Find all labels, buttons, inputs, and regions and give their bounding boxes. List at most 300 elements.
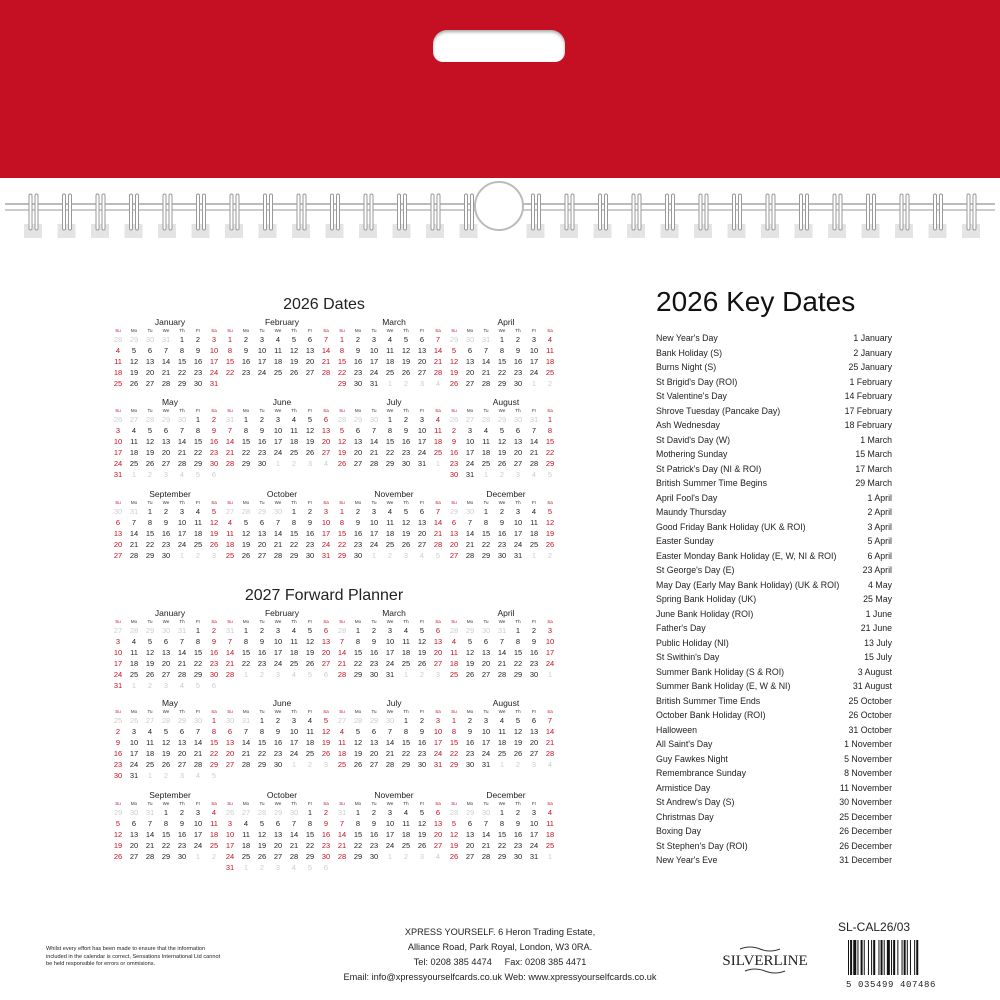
day-cell: 22 xyxy=(177,368,187,377)
weekday-header: Sa xyxy=(547,619,553,624)
day-cell: 15 xyxy=(161,830,171,839)
day-cell: 14 xyxy=(497,648,507,657)
weekday-header: Sa xyxy=(211,709,217,714)
key-date-row xyxy=(656,810,892,825)
day-cell: 22 xyxy=(497,841,507,850)
day-cell: 28 xyxy=(177,670,187,679)
key-date-event: Easter Monday Bank Holiday (E, W, NI & ROI) xyxy=(656,550,837,561)
key-date-event: Spring Bank Holiday (UK) xyxy=(656,594,757,604)
month-name: July xyxy=(386,397,402,407)
day-cell: 4 xyxy=(307,716,313,725)
day-cell: 7 xyxy=(179,637,185,646)
day-cell: 3 xyxy=(131,727,137,736)
day-cell: 11 xyxy=(530,518,538,527)
address-line: XPRESS YOURSELF. 6 Heron Trading Estate, xyxy=(404,927,596,937)
day-cell: 23 xyxy=(513,368,523,377)
day-cell: 1 xyxy=(275,459,281,468)
weekday-header: Th xyxy=(403,500,409,505)
weekday-header: Tu xyxy=(483,619,489,624)
month-name: May xyxy=(161,698,179,708)
day-cell: 16 xyxy=(321,830,331,839)
day-cell: 1 xyxy=(163,808,169,817)
month-name: November xyxy=(374,489,414,499)
day-cell: 20 xyxy=(369,749,379,758)
day-cell: 7 xyxy=(147,819,153,828)
day-cell: 29 xyxy=(145,626,155,635)
day-cell: 10 xyxy=(225,830,235,839)
day-cell: 17 xyxy=(129,749,139,758)
day-cell: 12 xyxy=(209,518,219,527)
day-cell: 13 xyxy=(433,819,443,828)
day-cell: 11 xyxy=(290,637,298,646)
day-cell: 16 xyxy=(161,529,171,538)
day-cell: 13 xyxy=(161,648,171,657)
day-cell: 28 xyxy=(449,808,459,817)
key-date-event: Ash Wednesday xyxy=(656,420,720,430)
day-cell: 19 xyxy=(513,738,523,747)
day-cell: 27 xyxy=(257,551,267,560)
day-cell: 13 xyxy=(481,648,491,657)
day-cell: 14 xyxy=(337,648,347,657)
day-cell: 7 xyxy=(275,518,281,527)
day-cell: 15 xyxy=(225,357,235,366)
weekday-header: Fr xyxy=(531,500,537,505)
key-date-row xyxy=(656,607,892,622)
day-cell: 25 xyxy=(113,379,123,388)
key-date-date: 26 October xyxy=(848,710,892,720)
day-cell: 21 xyxy=(481,368,491,377)
day-cell: 28 xyxy=(129,551,139,560)
day-cell: 7 xyxy=(339,819,345,828)
key-date-row xyxy=(656,636,892,651)
day-cell: 6 xyxy=(435,626,441,635)
day-cell: 25 xyxy=(401,841,411,850)
day-cell: 20 xyxy=(129,841,139,850)
weekday-header: Th xyxy=(403,328,409,333)
section-title-2027: 2027 Forward Planner xyxy=(244,587,404,604)
day-cell: 29 xyxy=(241,459,251,468)
day-cell: 13 xyxy=(417,346,427,355)
key-date-event: St Stephen's Day (ROI) xyxy=(656,840,748,851)
key-date-row xyxy=(656,839,892,854)
day-cell: 7 xyxy=(227,426,233,435)
key-date-date: 3 April xyxy=(867,521,892,532)
day-cell: 1 xyxy=(451,716,457,725)
day-cell: 27 xyxy=(305,368,315,377)
weekday-header: Fr xyxy=(307,500,313,505)
day-cell: 9 xyxy=(243,346,249,355)
day-cell: 3 xyxy=(547,626,553,635)
day-cell: 10 xyxy=(513,518,523,527)
day-cell: 13 xyxy=(113,529,123,538)
day-cell: 18 xyxy=(337,749,347,758)
day-cell: 22 xyxy=(513,659,523,668)
day-cell: 10 xyxy=(273,426,283,435)
day-cell: 18 xyxy=(545,830,555,839)
day-cell: 10 xyxy=(385,637,395,646)
day-cell: 4 xyxy=(339,727,345,736)
day-cell: 7 xyxy=(435,507,441,516)
weekday-header: Th xyxy=(515,709,521,714)
key-date-date: 1 November xyxy=(844,739,892,749)
day-cell: 29 xyxy=(337,379,347,388)
day-cell: 28 xyxy=(481,379,491,388)
day-cell: 29 xyxy=(161,852,171,861)
key-date-row xyxy=(656,752,892,767)
day-cell: 18 xyxy=(289,437,299,446)
day-cell: 26 xyxy=(513,749,523,758)
key-date-event: Burns Night (S) xyxy=(656,362,717,372)
weekday-header: Sa xyxy=(211,328,217,333)
key-date-row xyxy=(656,694,892,709)
day-cell: 30 xyxy=(353,379,363,388)
day-cell: 27 xyxy=(129,415,139,424)
day-cell: 8 xyxy=(547,426,553,435)
weekday-header: Su xyxy=(227,328,233,333)
day-cell: 18 xyxy=(449,659,459,668)
day-cell: 23 xyxy=(353,368,363,377)
day-cell: 2 xyxy=(163,507,169,516)
day-cell: 1 xyxy=(499,760,505,769)
day-cell: 6 xyxy=(419,507,425,516)
day-cell: 15 xyxy=(257,738,267,747)
day-cell: 1 xyxy=(387,379,393,388)
key-date-date: 4 May xyxy=(868,579,892,590)
day-cell: 13 xyxy=(177,738,187,747)
day-cell: 6 xyxy=(163,426,169,435)
day-cell: 19 xyxy=(401,529,411,538)
weekday-header: Su xyxy=(451,801,457,806)
day-cell: 1 xyxy=(147,771,153,780)
day-cell: 6 xyxy=(323,670,329,679)
day-cell: 18 xyxy=(145,749,155,758)
day-cell: 26 xyxy=(113,852,123,861)
day-cell: 31 xyxy=(161,335,171,344)
weekday-header: Su xyxy=(227,619,233,624)
day-cell: 29 xyxy=(465,626,475,635)
day-cell: 6 xyxy=(355,426,361,435)
day-cell: 4 xyxy=(435,379,441,388)
day-cell: 14 xyxy=(337,830,347,839)
day-cell: 24 xyxy=(545,659,555,668)
key-date-event: May Day (Early May Bank Holiday) (UK & ROI) xyxy=(656,579,840,590)
day-cell: 1 xyxy=(179,335,185,344)
day-cell: 30 xyxy=(113,507,123,516)
day-cell: 2 xyxy=(323,808,329,817)
day-cell: 24 xyxy=(193,841,203,850)
day-cell: 3 xyxy=(163,470,169,479)
day-cell: 13 xyxy=(321,637,331,646)
weekday-header: Fr xyxy=(419,408,425,413)
day-cell: 28 xyxy=(481,852,491,861)
day-cell: 29 xyxy=(145,551,155,560)
day-cell: 12 xyxy=(337,437,347,446)
day-cell: 17 xyxy=(369,357,379,366)
day-cell: 29 xyxy=(273,808,283,817)
day-cell: 1 xyxy=(355,626,361,635)
day-cell: 27 xyxy=(161,670,171,679)
key-date-row xyxy=(656,534,892,549)
day-cell: 18 xyxy=(193,529,203,538)
section-title-2026: 2026 Dates xyxy=(283,296,365,313)
day-cell: 29 xyxy=(481,551,491,560)
day-cell: 20 xyxy=(145,368,155,377)
weekday-header: Mo xyxy=(242,801,250,806)
weekday-header: Fr xyxy=(419,328,425,333)
month-name: September xyxy=(149,790,191,800)
day-cell: 19 xyxy=(321,738,331,747)
day-cell: 21 xyxy=(337,659,347,668)
day-cell: 6 xyxy=(307,335,313,344)
day-cell: 4 xyxy=(435,852,441,861)
day-cell: 25 xyxy=(433,448,443,457)
weekday-header: Su xyxy=(115,408,121,413)
day-cell: 6 xyxy=(515,426,521,435)
day-cell: 14 xyxy=(145,830,155,839)
day-cell: 8 xyxy=(307,819,313,828)
day-cell: 29 xyxy=(289,551,299,560)
weekday-header: Mo xyxy=(354,709,362,714)
day-cell: 22 xyxy=(209,749,219,758)
day-cell: 4 xyxy=(131,637,137,646)
day-cell: 3 xyxy=(275,415,281,424)
barcode xyxy=(846,940,952,990)
day-cell: 16 xyxy=(257,648,267,657)
day-cell: 7 xyxy=(483,819,489,828)
day-cell: 26 xyxy=(145,670,155,679)
day-cell: 19 xyxy=(241,540,251,549)
day-cell: 4 xyxy=(387,507,393,516)
day-cell: 6 xyxy=(115,518,121,527)
day-cell: 28 xyxy=(481,415,491,424)
day-cell: 31 xyxy=(225,626,235,635)
day-cell: 3 xyxy=(179,771,185,780)
day-cell: 22 xyxy=(481,540,491,549)
day-cell: 2 xyxy=(531,626,537,635)
day-cell: 5 xyxy=(147,426,153,435)
day-cell: 12 xyxy=(401,346,411,355)
day-cell: 25 xyxy=(529,540,539,549)
day-cell: 15 xyxy=(305,830,315,839)
weekday-header: We xyxy=(498,500,506,505)
day-cell: 3 xyxy=(275,670,281,679)
key-date-row xyxy=(656,447,892,462)
weekday-header: Th xyxy=(403,801,409,806)
day-cell: 11 xyxy=(210,819,218,828)
day-cell: 20 xyxy=(465,368,475,377)
day-cell: 1 xyxy=(547,670,553,679)
day-cell: 5 xyxy=(243,518,249,527)
day-cell: 30 xyxy=(209,670,219,679)
day-cell: 21 xyxy=(481,841,491,850)
day-cell: 3 xyxy=(291,716,297,725)
key-date-event: St Andrew's Day (S) xyxy=(656,797,735,807)
key-date-date: 17 February xyxy=(844,405,892,416)
day-cell: 2 xyxy=(547,551,553,560)
day-cell: 18 xyxy=(497,738,507,747)
weekday-header: Th xyxy=(515,500,521,505)
day-cell: 28 xyxy=(433,540,443,549)
weekday-header: Mo xyxy=(242,408,250,413)
day-cell: 29 xyxy=(193,670,203,679)
day-cell: 17 xyxy=(513,529,523,538)
day-cell: 25 xyxy=(129,670,139,679)
day-cell: 7 xyxy=(227,637,233,646)
day-cell: 1 xyxy=(499,335,505,344)
day-cell: 24 xyxy=(273,448,283,457)
day-cell: 15 xyxy=(449,738,459,747)
weekday-header: Tu xyxy=(259,500,265,505)
day-cell: 28 xyxy=(225,459,235,468)
day-cell: 16 xyxy=(497,529,507,538)
day-cell: 16 xyxy=(193,357,203,366)
day-cell: 12 xyxy=(465,648,475,657)
day-cell: 1 xyxy=(179,551,185,560)
day-cell: 29 xyxy=(161,415,171,424)
day-cell: 30 xyxy=(161,626,171,635)
weekday-header: Th xyxy=(403,619,409,624)
day-cell: 1 xyxy=(483,507,489,516)
day-cell: 3 xyxy=(307,459,313,468)
day-cell: 3 xyxy=(387,626,393,635)
day-cell: 25 xyxy=(497,749,507,758)
day-cell: 12 xyxy=(129,357,139,366)
key-date-date: 6 April xyxy=(867,550,892,561)
weekday-header: Th xyxy=(179,408,185,413)
day-cell: 26 xyxy=(289,368,299,377)
weekday-header: We xyxy=(274,500,282,505)
weekday-header: Sa xyxy=(435,408,441,413)
weekday-header: We xyxy=(386,500,394,505)
day-cell: 12 xyxy=(145,437,155,446)
day-cell: 24 xyxy=(209,368,219,377)
day-cell: 2 xyxy=(211,852,217,861)
day-cell: 24 xyxy=(529,841,539,850)
day-cell: 11 xyxy=(194,518,202,527)
key-date-date: 11 November xyxy=(839,782,892,793)
day-cell: 20 xyxy=(417,529,427,538)
day-cell: 30 xyxy=(305,551,315,560)
weekday-header: Tu xyxy=(483,408,489,413)
day-cell: 31 xyxy=(321,551,331,560)
month-name: April xyxy=(497,608,515,618)
day-cell: 1 xyxy=(131,470,137,479)
day-cell: 21 xyxy=(177,659,187,668)
day-cell: 25 xyxy=(305,749,315,758)
day-cell: 25 xyxy=(241,852,251,861)
day-cell: 15 xyxy=(401,738,411,747)
day-cell: 13 xyxy=(129,830,139,839)
month-name: September xyxy=(149,489,191,499)
day-cell: 24 xyxy=(481,749,491,758)
day-cell: 21 xyxy=(433,357,443,366)
key-date-date: 14 February xyxy=(844,391,892,401)
day-cell: 8 xyxy=(291,518,297,527)
day-cell: 23 xyxy=(497,540,507,549)
day-cell: 27 xyxy=(369,760,379,769)
day-cell: 3 xyxy=(211,551,217,560)
day-cell: 9 xyxy=(355,346,361,355)
weekday-header: We xyxy=(274,408,282,413)
day-cell: 30 xyxy=(385,716,395,725)
weekday-header: Mo xyxy=(466,619,474,624)
day-cell: 18 xyxy=(385,529,395,538)
weekday-header: Tu xyxy=(259,801,265,806)
key-date-row xyxy=(656,781,892,796)
day-cell: 28 xyxy=(225,670,235,679)
day-cell: 10 xyxy=(113,648,123,657)
day-cell: 8 xyxy=(403,727,409,736)
day-cell: 9 xyxy=(467,727,473,736)
day-cell: 17 xyxy=(481,738,491,747)
header-band xyxy=(0,0,1000,178)
day-cell: 20 xyxy=(161,448,171,457)
key-date-date: 1 June xyxy=(865,608,892,619)
day-cell: 9 xyxy=(355,518,361,527)
day-cell: 2 xyxy=(147,470,153,479)
weekday-header: Sa xyxy=(211,619,217,624)
weekday-header: Th xyxy=(179,801,185,806)
day-cell: 9 xyxy=(451,437,457,446)
month-calendar-october-2026 xyxy=(222,490,334,561)
weekday-header: Mo xyxy=(130,619,138,624)
day-cell: 24 xyxy=(273,659,283,668)
day-cell: 3 xyxy=(531,335,537,344)
day-cell: 2 xyxy=(515,760,521,769)
svg-text:SILVERLINE: SILVERLINE xyxy=(722,953,808,969)
day-cell: 26 xyxy=(417,841,427,850)
day-cell: 19 xyxy=(161,749,171,758)
day-cell: 4 xyxy=(211,808,217,817)
key-date-date: 13 July xyxy=(864,637,892,648)
day-cell: 30 xyxy=(465,507,475,516)
weekday-header: Sa xyxy=(435,709,441,714)
weekday-header: We xyxy=(274,619,282,624)
day-cell: 31 xyxy=(129,507,139,516)
day-cell: 30 xyxy=(273,760,283,769)
day-cell: 30 xyxy=(369,670,379,679)
day-cell: 2 xyxy=(291,459,297,468)
day-cell: 5 xyxy=(259,819,265,828)
day-cell: 8 xyxy=(339,518,345,527)
key-date-date: 8 November xyxy=(844,768,892,778)
day-cell: 5 xyxy=(403,507,409,516)
day-cell: 26 xyxy=(449,415,459,424)
weekday-header: Sa xyxy=(435,328,441,333)
day-cell: 16 xyxy=(417,738,427,747)
weekday-header: We xyxy=(274,801,282,806)
day-cell: 16 xyxy=(369,648,379,657)
weekday-header: Sa xyxy=(323,328,329,333)
day-cell: 23 xyxy=(465,749,475,758)
day-cell: 11 xyxy=(386,518,394,527)
day-cell: 19 xyxy=(257,841,267,850)
weekday-header: Th xyxy=(403,408,409,413)
day-cell: 15 xyxy=(337,357,347,366)
key-date-event: April Fool's Day xyxy=(656,492,718,503)
day-cell: 30 xyxy=(401,459,411,468)
day-cell: 14 xyxy=(545,727,555,736)
day-cell: 28 xyxy=(321,368,331,377)
key-date-event: St George's Day (E) xyxy=(656,565,735,575)
weekday-header: Th xyxy=(291,801,297,806)
weekday-header: Mo xyxy=(354,801,362,806)
day-cell: 1 xyxy=(339,507,345,516)
month-name: June xyxy=(272,397,292,407)
day-cell: 23 xyxy=(209,448,219,457)
day-cell: 8 xyxy=(243,426,249,435)
weekday-header: Tu xyxy=(483,500,489,505)
